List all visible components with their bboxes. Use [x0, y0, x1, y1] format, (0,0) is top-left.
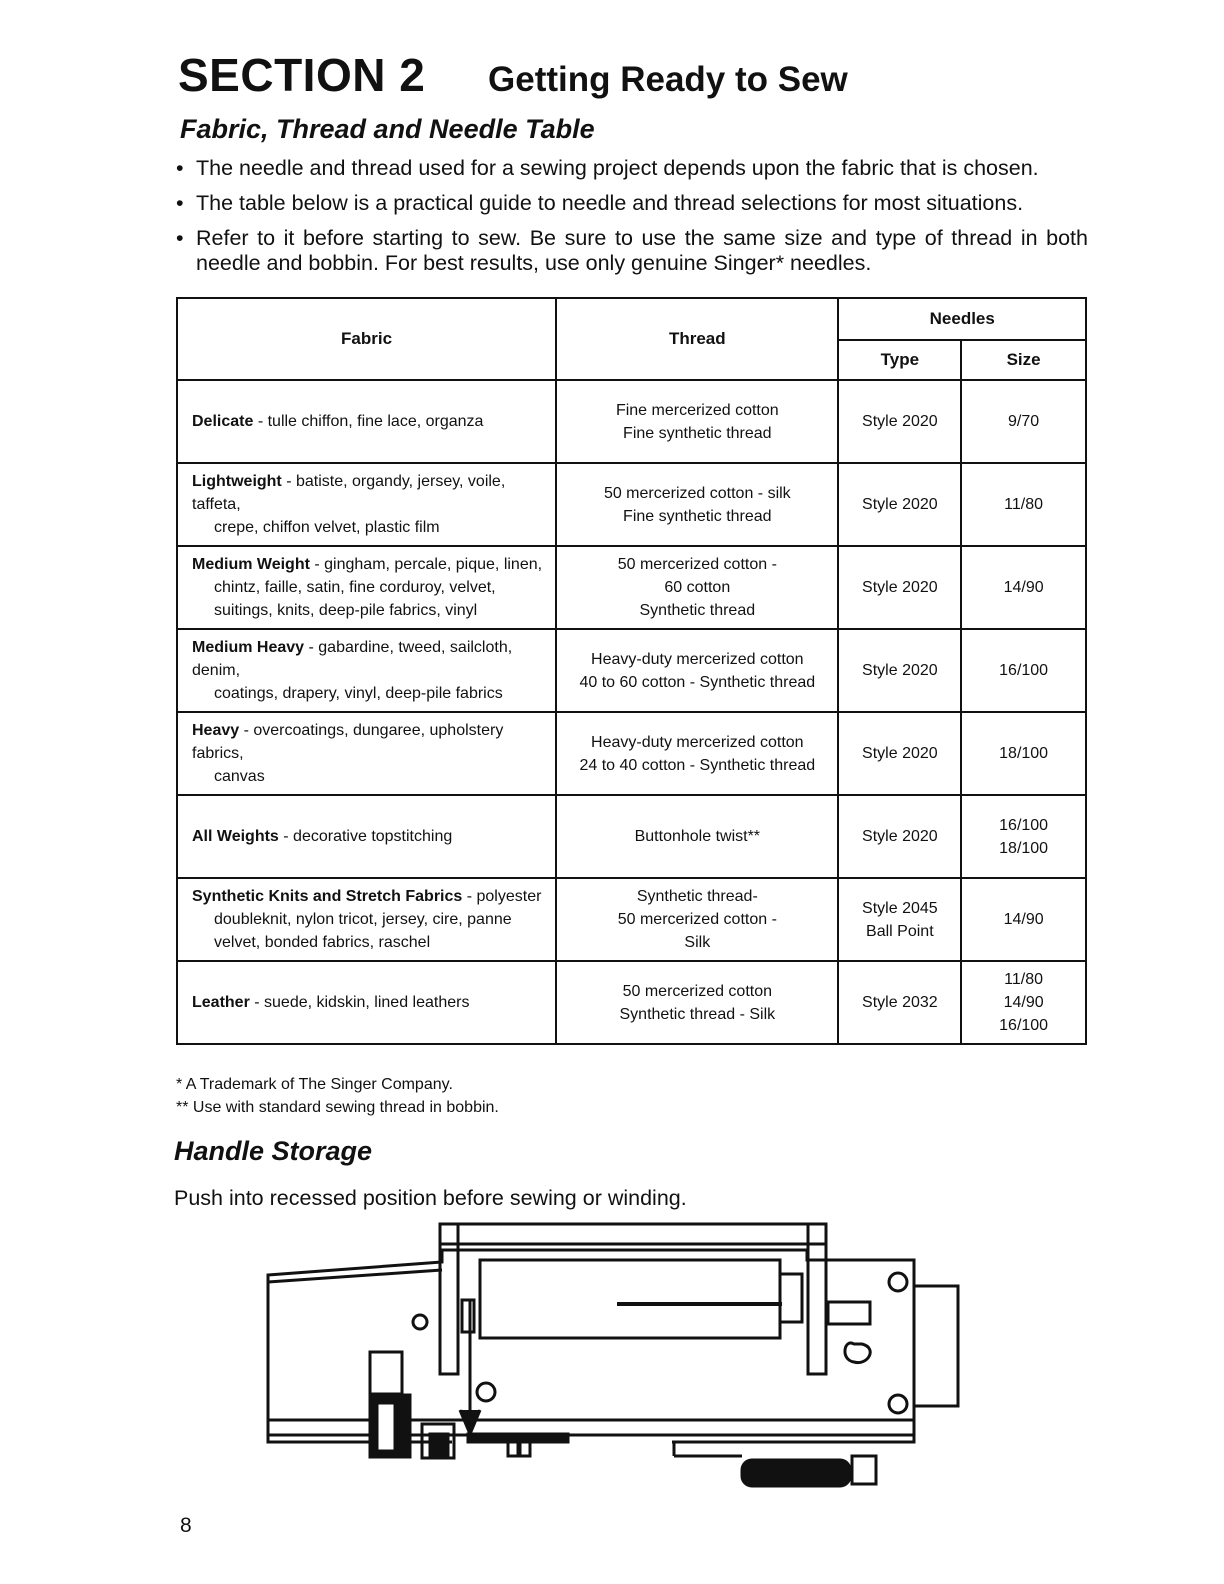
thread-cell: Heavy-duty mercerized cotton 24 to 40 cotton - Synthetic thread — [556, 712, 838, 795]
bullet-dot: • — [176, 191, 184, 215]
fabric-name: Medium Heavy — [192, 639, 305, 656]
bullet-text: The needle and thread used for a sewing project depends upon the fabric that is chosen. — [196, 156, 1039, 180]
fabric-cell — [177, 380, 556, 463]
machine-base-right — [672, 1420, 914, 1442]
needle-type-cell: Style 2020 — [838, 629, 961, 712]
needle-type-cell: Style 2032 — [838, 961, 961, 1044]
handle-right-post — [808, 1224, 826, 1374]
thread-cell: Fine mercerized cotton Fine synthetic thread — [556, 380, 838, 463]
header-fabric: Fabric — [177, 298, 556, 380]
thread-cell: 50 mercerized cotton Synthetic thread - Silk — [556, 961, 838, 1044]
bullet-dot: • — [176, 156, 184, 180]
thread-cell: Buttonhole twist** — [556, 795, 838, 878]
bullet-text: Refer to it before starting to sew. Be sure to use the same size and type of thread in both needle and bobbin. For best results, use only genuine Singer* needles. — [196, 226, 1088, 275]
needle-size-cell: 11/80 — [961, 463, 1086, 546]
header-type: Type — [838, 340, 961, 380]
latch — [828, 1302, 870, 1324]
fabric-name: Lightweight — [192, 473, 282, 490]
handle-left-post — [440, 1224, 458, 1374]
fabric-description: gabardine, tweed, sailcloth, denim, — [192, 639, 513, 679]
fabric-description-cont: doubleknit, nylon tricot, jersey, cire, panne — [214, 911, 512, 928]
header-size: Size — [961, 340, 1086, 380]
table-row — [177, 629, 1086, 712]
foot-slot — [380, 1406, 392, 1448]
fabric-separator: - — [309, 556, 325, 573]
needle-type-cell: Style 2020 — [838, 463, 961, 546]
fabric-cell — [177, 463, 556, 546]
oval-knob — [845, 1343, 870, 1363]
section-number: SECTION 2 — [178, 49, 426, 101]
page-number: 8 — [180, 1514, 192, 1537]
table-row — [177, 712, 1086, 795]
fabric-cell — [177, 546, 556, 629]
needle-type-cell: Style 2045 Ball Point — [838, 878, 961, 961]
table-row — [177, 878, 1086, 961]
handwheel-hub — [852, 1456, 876, 1484]
needle-size-cell: 16/100 — [961, 629, 1086, 712]
table-row — [177, 380, 1086, 463]
fabric-description: tulle chiffon, fine lace, organza — [267, 413, 484, 430]
needle-type-cell: Style 2020 — [838, 380, 961, 463]
handle-storage-text: Push into recessed position before sewing or winding. — [174, 1186, 687, 1210]
bullet-item — [176, 226, 1088, 276]
fabric-description: overcoatings, dungaree, upholstery fabrics, — [192, 722, 504, 762]
fabric-separator: - — [249, 994, 265, 1011]
table-row — [177, 795, 1086, 878]
bullet-item — [176, 191, 1088, 216]
needle-size-cell: 18/100 — [961, 712, 1086, 795]
screw-top-right — [889, 1273, 907, 1291]
table-row — [177, 546, 1086, 629]
screw-left — [413, 1315, 427, 1329]
fabric-description-cont: chintz, faille, satin, fine corduroy, velvet, — [214, 579, 496, 596]
screw-bottom-right — [889, 1395, 907, 1413]
needle-type-cell: Style 2020 — [838, 795, 961, 878]
thread-cell: Synthetic thread- 50 mercerized cotton - Silk — [556, 878, 838, 961]
fabric-thread-needle-table — [176, 297, 1087, 1045]
thread-cell: 50 mercerized cotton - silk Fine synthetic thread — [556, 463, 838, 546]
arrow-head — [460, 1410, 480, 1434]
fabric-name: Medium Weight — [192, 556, 310, 573]
fabric-description-cont: crepe, chiffon velvet, plastic film — [214, 519, 440, 536]
table-row — [177, 463, 1086, 546]
fabric-description-cont: canvas — [214, 768, 265, 785]
footnotes — [176, 1073, 499, 1119]
fabric-description-cont: suitings, knits, deep-pile fabrics, vinyl — [214, 602, 478, 619]
footnote-buttonhole: ** Use with standard sewing thread in bobbin. — [176, 1099, 499, 1116]
thread-cell: Heavy-duty mercerized cotton 40 to 60 cotton - Synthetic thread — [556, 629, 838, 712]
fabric-cell — [177, 878, 556, 961]
needle-size-cell: 9/70 — [961, 380, 1086, 463]
fabric-description-cont: coatings, drapery, vinyl, deep-pile fabrics — [214, 685, 503, 702]
fabric-name: Delicate — [192, 413, 254, 430]
header-needles: Needles — [838, 298, 1086, 340]
fabric-separator: - — [278, 828, 294, 845]
lever-tab-1 — [508, 1442, 518, 1456]
fabric-description: batiste, organdy, jersey, voile, taffeta, — [192, 473, 506, 513]
presser-foot — [370, 1352, 402, 1394]
fabric-description: decorative topstitching — [293, 828, 453, 845]
needle-type-cell: Style 2020 — [838, 712, 961, 795]
lever-tab-2 — [520, 1442, 530, 1456]
fabric-description-cont: velvet, bonded fabrics, raschel — [214, 934, 431, 951]
screw-center — [477, 1383, 495, 1401]
arrow-handle — [462, 1300, 474, 1332]
fabric-name: All Weights — [192, 828, 279, 845]
table-subtitle: Fabric, Thread and Needle Table — [180, 114, 595, 144]
needle-size-cell: 11/80 14/90 16/100 — [961, 961, 1086, 1044]
fabric-cell — [177, 795, 556, 878]
intro-bullets — [176, 156, 1088, 286]
fabric-separator: - — [253, 413, 268, 430]
fabric-separator: - — [304, 639, 319, 656]
needle-size-cell: 14/90 — [961, 878, 1086, 961]
needle-size-cell: 16/100 18/100 — [961, 795, 1086, 878]
bullet-item — [176, 156, 1088, 181]
page-heading — [178, 48, 1078, 108]
fabric-name: Leather — [192, 994, 250, 1011]
fabric-name: Heavy — [192, 722, 240, 739]
footnote-trademark: * A Trademark of The Singer Company. — [176, 1076, 453, 1093]
fabric-description: polyester — [476, 888, 542, 905]
sewing-machine-handle-illustration — [262, 1220, 962, 1500]
fabric-separator: - — [462, 888, 477, 905]
needle-size-cell: 14/90 — [961, 546, 1086, 629]
needle-plate-mark — [430, 1434, 448, 1456]
end-cap — [914, 1286, 958, 1406]
fabric-cell — [177, 629, 556, 712]
recess-panel — [480, 1260, 780, 1338]
handle-storage-title: Handle Storage — [174, 1136, 373, 1166]
table-header-row — [177, 298, 1086, 340]
header-thread: Thread — [556, 298, 838, 380]
fabric-name: Synthetic Knits and Stretch Fabrics — [192, 888, 463, 905]
fabric-separator: - — [239, 722, 254, 739]
thread-cell: 50 mercerized cotton - 60 cotton Synthetic thread — [556, 546, 838, 629]
fabric-separator: - — [281, 473, 296, 490]
bullet-dot: • — [176, 226, 184, 250]
fabric-description: suede, kidskin, lined leathers — [264, 994, 470, 1011]
spindle-cap — [780, 1274, 802, 1322]
handle-frame — [440, 1224, 826, 1244]
fabric-cell — [177, 712, 556, 795]
needle-type-cell: Style 2020 — [838, 546, 961, 629]
fabric-cell — [177, 961, 556, 1044]
section-title: Getting Ready to Sew — [488, 60, 848, 99]
handwheel — [742, 1460, 850, 1486]
fabric-description: gingham, percale, pique, linen, — [324, 556, 543, 573]
bullet-text: The table below is a practical guide to needle and thread selections for most situations. — [196, 191, 1024, 215]
table-row — [177, 961, 1086, 1044]
